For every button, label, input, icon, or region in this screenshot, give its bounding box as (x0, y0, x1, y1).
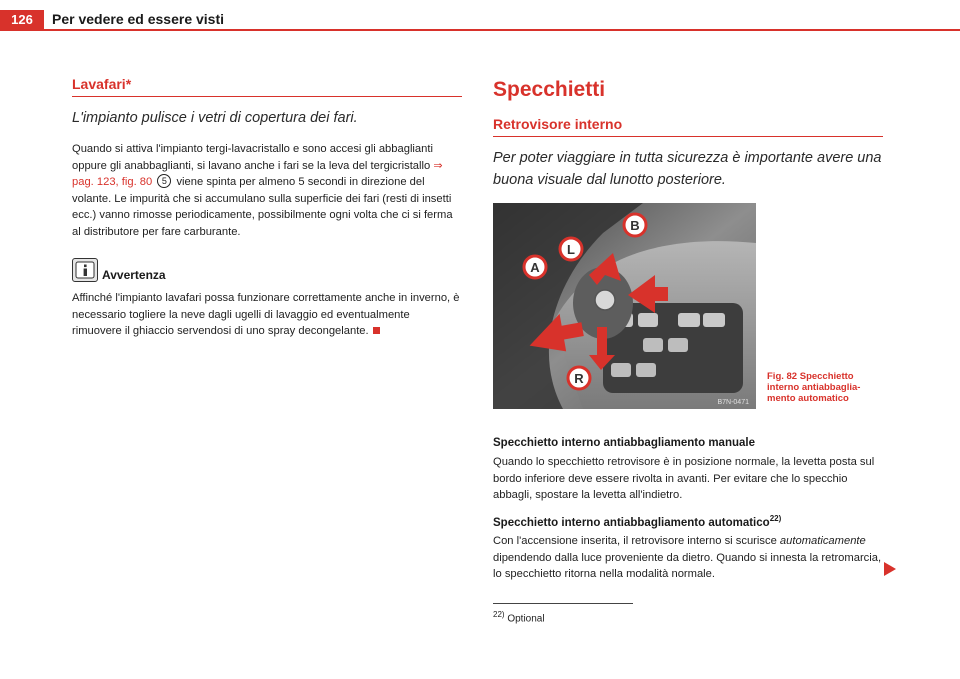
svg-text:B: B (630, 218, 640, 233)
left-column (72, 76, 462, 340)
footnote-rule (493, 603, 633, 604)
note-icon (72, 258, 98, 282)
header-rule (0, 29, 960, 31)
figure-82 (493, 203, 883, 433)
page-number: 126 (0, 10, 44, 29)
page-reference-link[interactable]: ⇒ pag. 123, fig. 80 (72, 159, 443, 188)
paragraph-text-cont: viene spinta per almeno 5 secondi in direzione del volante. Le impurità che si accumulano sulla superficie dei fari (resti di insetti ecc.) vanno rimosse periodicamente, possibilmente ogni volta che ci si ferma al distributore per fare carburante. (72, 176, 453, 238)
section-heading-retrovisore: Retrovisore interno (493, 116, 883, 137)
svg-text:A: A (530, 260, 540, 275)
continue-arrow-icon (884, 562, 896, 576)
section-lead-right: Per poter viaggiare in tutta sicurezza è importante avere una buona visuale dal lunotto posteriore. (493, 150, 882, 188)
paragraph-text: Quando si attiva l'impianto tergi-lavacristallo e sono accesi gli abbaglianti oppure gli anabbaglianti, si lavano anche i fari se la leva del tergicristallo (72, 143, 434, 172)
note-text (72, 290, 462, 340)
end-of-section-marker (373, 327, 380, 334)
running-title: Per vedere ed essere visti (52, 11, 225, 27)
right-column (493, 76, 883, 624)
lever-position-circle: 5 (157, 174, 171, 188)
figure-callout-b (624, 214, 646, 236)
svg-text:R: R (574, 371, 584, 386)
paragraph-automatic-a: Con l'accensione inserita, il retrovisore interno si scurisce (493, 535, 780, 548)
paragraph-automatic (493, 533, 883, 583)
footnote-ref: 22) (769, 513, 782, 523)
footnote (493, 610, 883, 624)
figure-callout-a (524, 256, 546, 278)
chapter-title: Specchietti (493, 78, 606, 101)
section-heading-lavafari: Lavafari* (72, 76, 462, 97)
body-paragraph (72, 141, 462, 240)
note-text-content: Affinché l'impianto lavafari possa funzionare correttamente anche in inverno, è necessario togliere la neve dagli ugelli di lavaggio ed eventualmente rimuovere il ghiaccio servendosi di uno spray decongelante. (72, 292, 460, 337)
paragraph-automatic-b: dipendendo dalla luce proveniente da dietro. Quando si innesta la retromarcia, lo specchietto ritorna nella modalità normale. (493, 551, 882, 581)
note-header (72, 258, 462, 284)
paragraph-manual: Quando lo specchietto retrovisore è in posizione normale, la levetta posta sul bordo inferiore deve essere rivolta in avanti. Per evitare che lo specchio abbagli, spostare la levetta all'indietro. (493, 456, 875, 501)
paragraph-automatic-emphasis: automaticamente (779, 535, 866, 548)
note-title: Avvertenza (102, 268, 166, 282)
subheading-automatic (493, 514, 883, 529)
page-header (0, 0, 960, 30)
footnote-text: Optional (507, 613, 545, 625)
section-lead: L'impianto pulisce i vetri di copertura dei fari. (72, 110, 358, 126)
subheading-manual: Specchietto interno antiabbagliamento manuale (493, 437, 755, 449)
figure-callout-r (568, 367, 590, 389)
figure-caption: Fig. 82 Specchietto interno antiabbaglia-mento automatico (767, 371, 861, 404)
figure-callout-l (560, 238, 582, 260)
subheading-automatic-text: Specchietto interno antiabbagliamento automatico (493, 516, 770, 529)
svg-text:L: L (567, 242, 575, 257)
mirror-control-photo (493, 203, 756, 409)
figure-code: B7N-0471 (717, 399, 749, 406)
footnote-mark: 22) (493, 609, 505, 619)
